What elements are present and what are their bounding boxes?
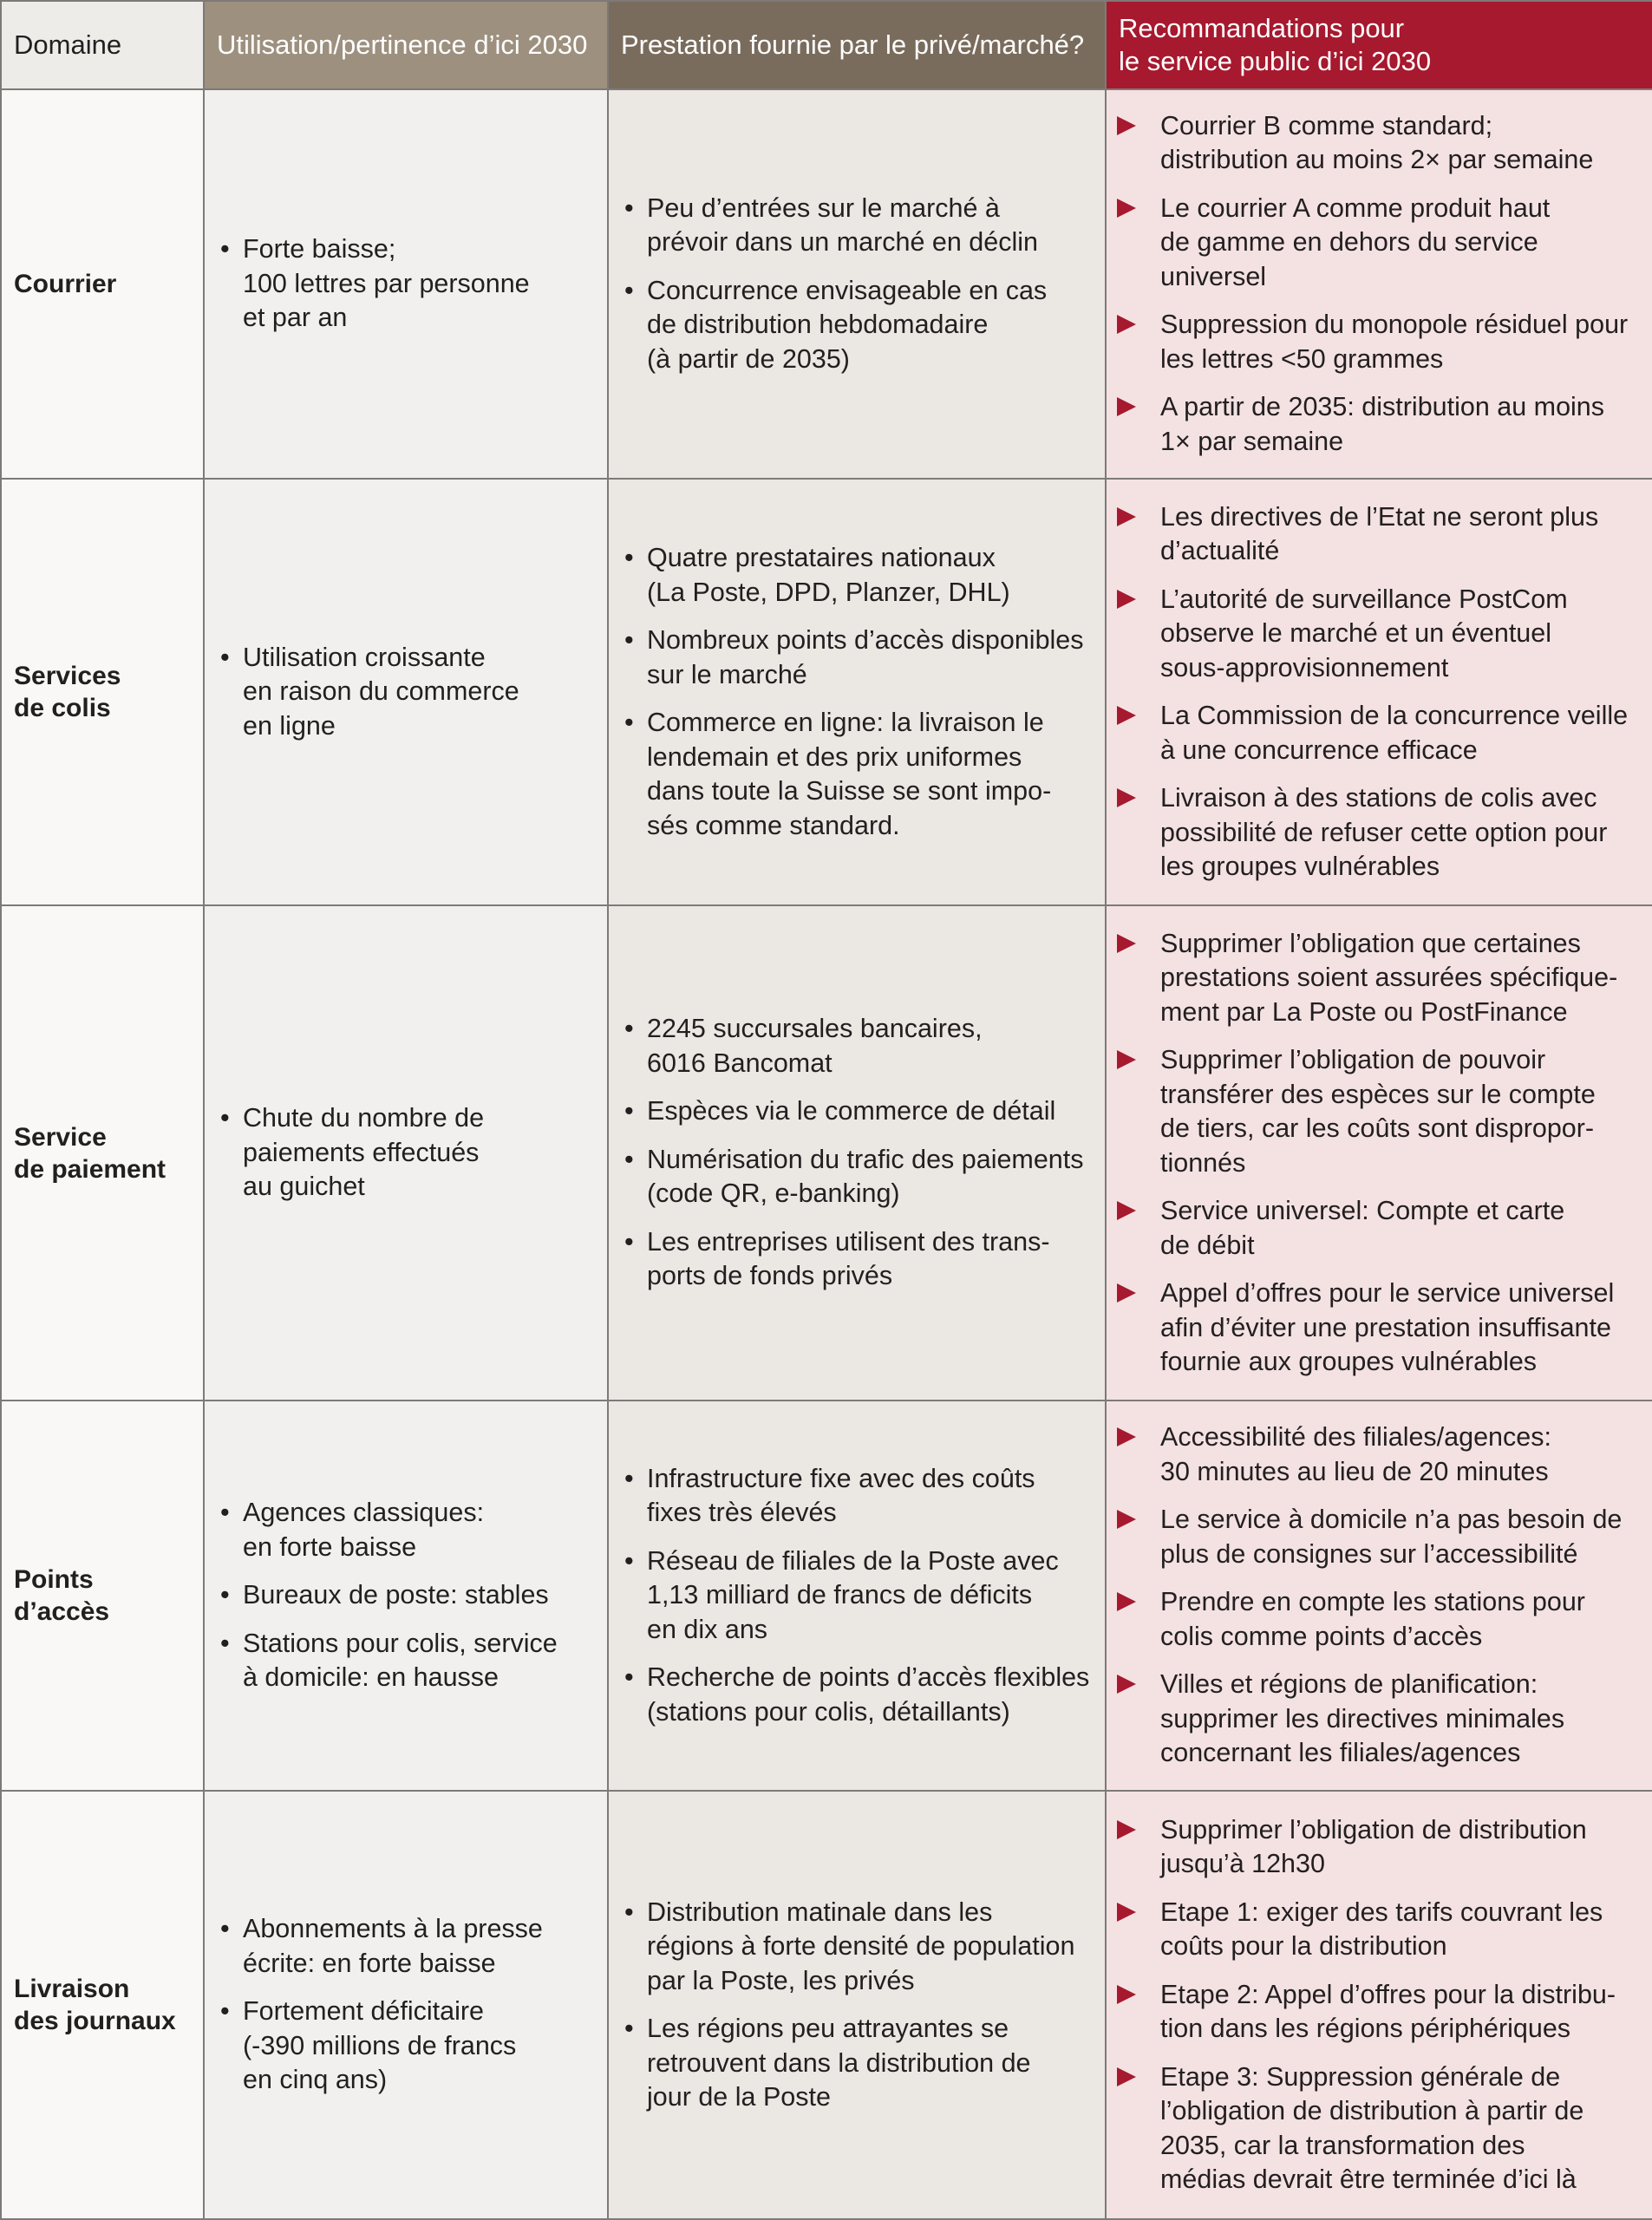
private-list [609, 192, 1105, 377]
header-private: Prestation fournie par le privé/marché? [608, 1, 1106, 89]
recommendation-item: Prendre en compte les stations pour colis comme points d’accès [1115, 1585, 1645, 1654]
private-point: • Quatre prestataires nationaux (La Poste, DPD, Planzer, DHL) [623, 541, 1096, 610]
row-domain [1, 89, 204, 479]
row-use [204, 479, 608, 905]
recommendation-item: Supprimer l’obligation de distribution jusqu’à 12h30 [1115, 1813, 1645, 1882]
private-point: • 2245 succursales bancaires, 6016 Bancomat [623, 1012, 1096, 1081]
row-use [204, 1401, 608, 1791]
recommendation-item: Service universel: Compte et carte de débit [1115, 1194, 1645, 1263]
row-domain [1, 905, 204, 1401]
reco-list [1107, 109, 1652, 460]
table-row [1, 1401, 1652, 1791]
domain-label: Livraison des journaux [14, 1975, 176, 2035]
recommendation-item: Les directives de l’Etat ne seront plus d’actualité [1115, 500, 1645, 569]
recommendation-item: Livraison à des stations de colis avec possibilité de refuser cette option pour les groupes vulnérables [1115, 781, 1645, 885]
private-list [609, 1012, 1105, 1294]
private-point: • Réseau de filiales de la Poste avec 1,13 milliard de francs de déficits en dix ans [623, 1544, 1096, 1648]
recommendation-item: Appel d’offres pour le service universel afin d’éviter une prestation insuffisante fournie aux groupes vulnérables [1115, 1276, 1645, 1380]
private-point: • Commerce en ligne: la livraison le lendemain et des prix uniformes dans toute la Suisse se sont impo- sés comme standard. [623, 706, 1096, 843]
use-list [205, 1496, 607, 1695]
recommendation-item: A partir de 2035: distribution au moins 1× par semaine [1115, 390, 1645, 459]
use-point: • Forte baisse; 100 lettres par personne et par an [219, 232, 598, 336]
private-list [609, 1896, 1105, 2115]
private-point: • Peu d’entrées sur le marché à prévoir dans un marché en déclin [623, 192, 1096, 260]
use-point: • Bureaux de poste: stables [219, 1578, 598, 1613]
row-reco [1106, 89, 1652, 479]
use-list [205, 641, 607, 744]
recommendation-item: Suppression du monopole résiduel pour les lettres <50 grammes [1115, 308, 1645, 376]
private-point: • Concurrence envisageable en cas de distribution hebdomadaire (à partir de 2035) [623, 274, 1096, 377]
use-point: • Agences classiques: en forte baisse [219, 1496, 598, 1564]
use-list [205, 232, 607, 336]
reco-list [1107, 927, 1652, 1380]
private-point: • Les entreprises utilisent des trans- ports de fonds privés [623, 1225, 1096, 1294]
use-point: • Fortement déficitaire (-390 millions de francs en cinq ans) [219, 1995, 598, 2098]
recommendation-item: Supprimer l’obligation que certaines prestations soient assurées spécifique- ment par La Poste ou PostFinance [1115, 927, 1645, 1030]
row-domain [1, 1791, 204, 2219]
use-point: • Abonnements à la presse écrite: en forte baisse [219, 1912, 598, 1981]
private-point: • Recherche de points d’accès flexibles (stations pour colis, détaillants) [623, 1661, 1096, 1729]
domain-label: Courrier [14, 270, 117, 298]
domain-label: Service de paiement [14, 1122, 167, 1184]
row-private [608, 1791, 1106, 2219]
reco-list [1107, 1813, 1652, 2197]
row-use [204, 89, 608, 479]
private-point: • Espèces via le commerce de détail [623, 1094, 1096, 1129]
row-reco [1106, 479, 1652, 905]
private-list [609, 1462, 1105, 1730]
table-row [1, 905, 1652, 1401]
row-private [608, 479, 1106, 905]
row-private [608, 89, 1106, 479]
recommendation-item: Etape 1: exiger des tarifs couvrant les coûts pour la distribution [1115, 1896, 1645, 1964]
recommendation-item: Villes et régions de planification: supprimer les directives minimales concernant les filiales/agences [1115, 1668, 1645, 1771]
recommendation-item: L’autorité de surveillance PostCom observe le marché et un éventuel sous-approvisionnement [1115, 583, 1645, 686]
recommendation-item: Etape 3: Suppression générale de l’obligation de distribution à partir de 2035, car la transformation des médias devrait être terminée d’ici là [1115, 2060, 1645, 2197]
use-point: • Utilisation croissante en raison du commerce en ligne [219, 641, 598, 744]
private-point: • Les régions peu attrayantes se retrouvent dans la distribution de jour de la Poste [623, 2012, 1096, 2115]
row-domain [1, 479, 204, 905]
recommendation-item: Le service à domicile n’a pas besoin de plus de consignes sur l’accessibilité [1115, 1503, 1645, 1571]
row-use [204, 905, 608, 1401]
row-reco [1106, 1401, 1652, 1791]
use-list [205, 1912, 607, 2098]
use-point: • Stations pour colis, service à domicile: en hausse [219, 1627, 598, 1695]
header-domain: Domaine [1, 1, 204, 89]
header-use: Utilisation/pertinence d’ici 2030 [204, 1, 608, 89]
row-private [608, 1401, 1106, 1791]
reco-list [1107, 1420, 1652, 1771]
recommendation-item: Le courrier A comme produit haut de gamme en dehors du service universel [1115, 192, 1645, 295]
recommendation-item: Etape 2: Appel d’offres pour la distribu- tion dans les régions périphériques [1115, 1978, 1645, 2047]
header-row [1, 1, 1652, 89]
row-reco [1106, 905, 1652, 1401]
private-point: • Numérisation du trafic des paiements (code QR, e-banking) [623, 1143, 1096, 1211]
reco-list [1107, 500, 1652, 885]
private-point: • Infrastructure fixe avec des coûts fixes très élevés [623, 1462, 1096, 1531]
row-use [204, 1791, 608, 2219]
header-recommendations: Recommandations pour le service public d’ici 2030 [1106, 1, 1652, 89]
private-point: • Nombreux points d’accès disponibles sur le marché [623, 624, 1096, 692]
recommendation-item: Courrier B comme standard; distribution au moins 2× par semaine [1115, 109, 1645, 178]
recommendation-item: La Commission de la concurrence veille à une concurrence efficace [1115, 699, 1645, 767]
domain-label: Points d’accès [14, 1565, 110, 1626]
table-row [1, 479, 1652, 905]
domain-label: Services de colis [14, 662, 121, 722]
row-domain [1, 1401, 204, 1791]
recommendation-item: Supprimer l’obligation de pouvoir transférer des espèces sur le compte de tiers, car les coûts sont dispropor- tionnés [1115, 1043, 1645, 1180]
table-row [1, 89, 1652, 479]
private-list [609, 541, 1105, 843]
table-row [1, 1791, 1652, 2219]
recommendation-item: Accessibilité des filiales/agences: 30 minutes au lieu de 20 minutes [1115, 1420, 1645, 1489]
use-list [205, 1101, 607, 1205]
use-point: • Chute du nombre de paiements effectués au guichet [219, 1101, 598, 1205]
row-private [608, 905, 1106, 1401]
private-point: • Distribution matinale dans les régions à forte densité de population par la Poste, les privés [623, 1896, 1096, 1999]
row-reco [1106, 1791, 1652, 2219]
